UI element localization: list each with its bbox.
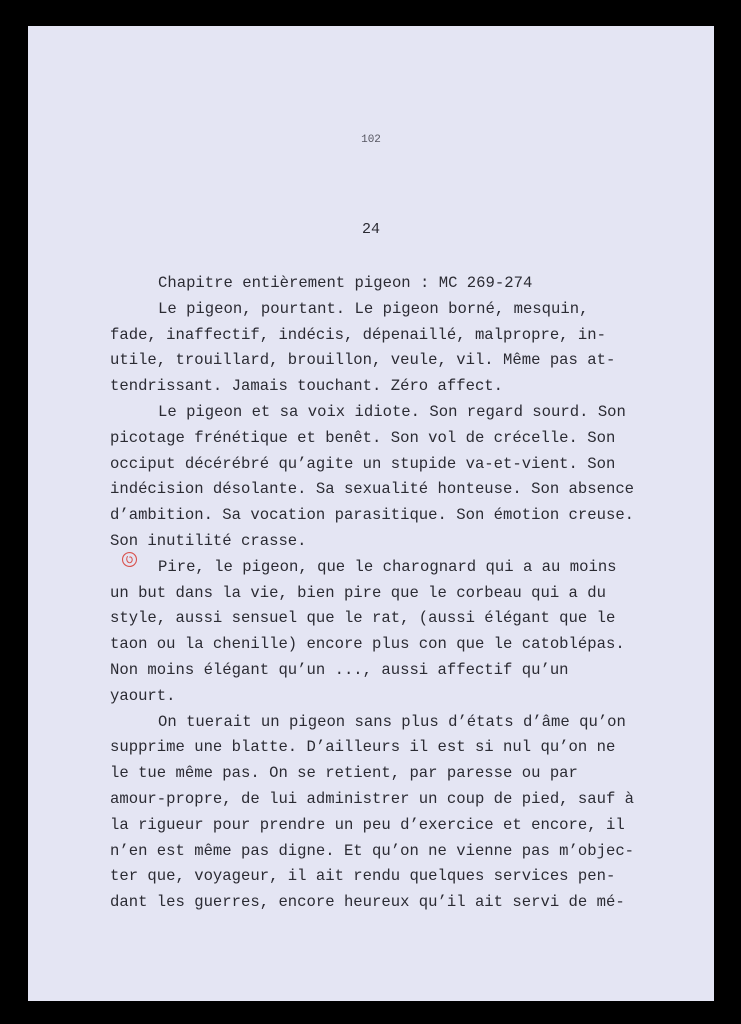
- body-text: [110, 271, 650, 916]
- red-circle-annotation-icon: [121, 551, 138, 568]
- paragraph-4: On tuerait un pigeon sans plus d’états d’âme qu’on supprime une blatte. D’ailleurs il est si nul qu’on ne le tue même pas. On se retient, par paresse ou par amour-propre, de lui administrer un coup de pied, sauf à la rigueur pour prendre un peu d’exercice et encore, il n’en est même pas digne. Et qu’on ne vienne pas m’objec- ter que, voyageur, il ait rendu quelques services pen- dant les guerres, encore heureux qu’il ait servi de mé-: [110, 712, 635, 912]
- paragraph-1: Le pigeon, pourtant. Le pigeon borné, mesquin, fade, inaffectif, indécis, dépenaillé, malpropre, in- utile, trouillard, brouillon, veule, vil. Même pas at- tendrissant. Jamais touchant. Zéro affect.: [110, 299, 616, 396]
- manuscript-page: [28, 26, 714, 1001]
- paragraph-3: Pire, le pigeon, que le charognard qui a au moins un but dans la vie, bien pire que le corbeau qui a du style, aussi sensuel que le rat, (aussi élégant que le taon ou la chenille) encore plus con que le catoblépas. Non moins élégant qu’un ..., aussi affectif qu’un yaourt.: [110, 557, 625, 705]
- page-folio: 102: [361, 134, 381, 146]
- paragraph-chapter-note: Chapitre entièrement pigeon : MC 269-274: [158, 274, 533, 292]
- chapter-number: 24: [361, 221, 380, 238]
- paragraph-2: Le pigeon et sa voix idiote. Son regard sourd. Son picotage frénétique et benêt. Son vol de crécelle. Son occiput décérébré qu’agite un stupide va-et-vient. Son indécision désolante. Sa sexualité honteuse. Son absence d’ambition. Sa vocation parasitique. Son émotion creuse. Son inutilité crasse.: [110, 402, 635, 550]
